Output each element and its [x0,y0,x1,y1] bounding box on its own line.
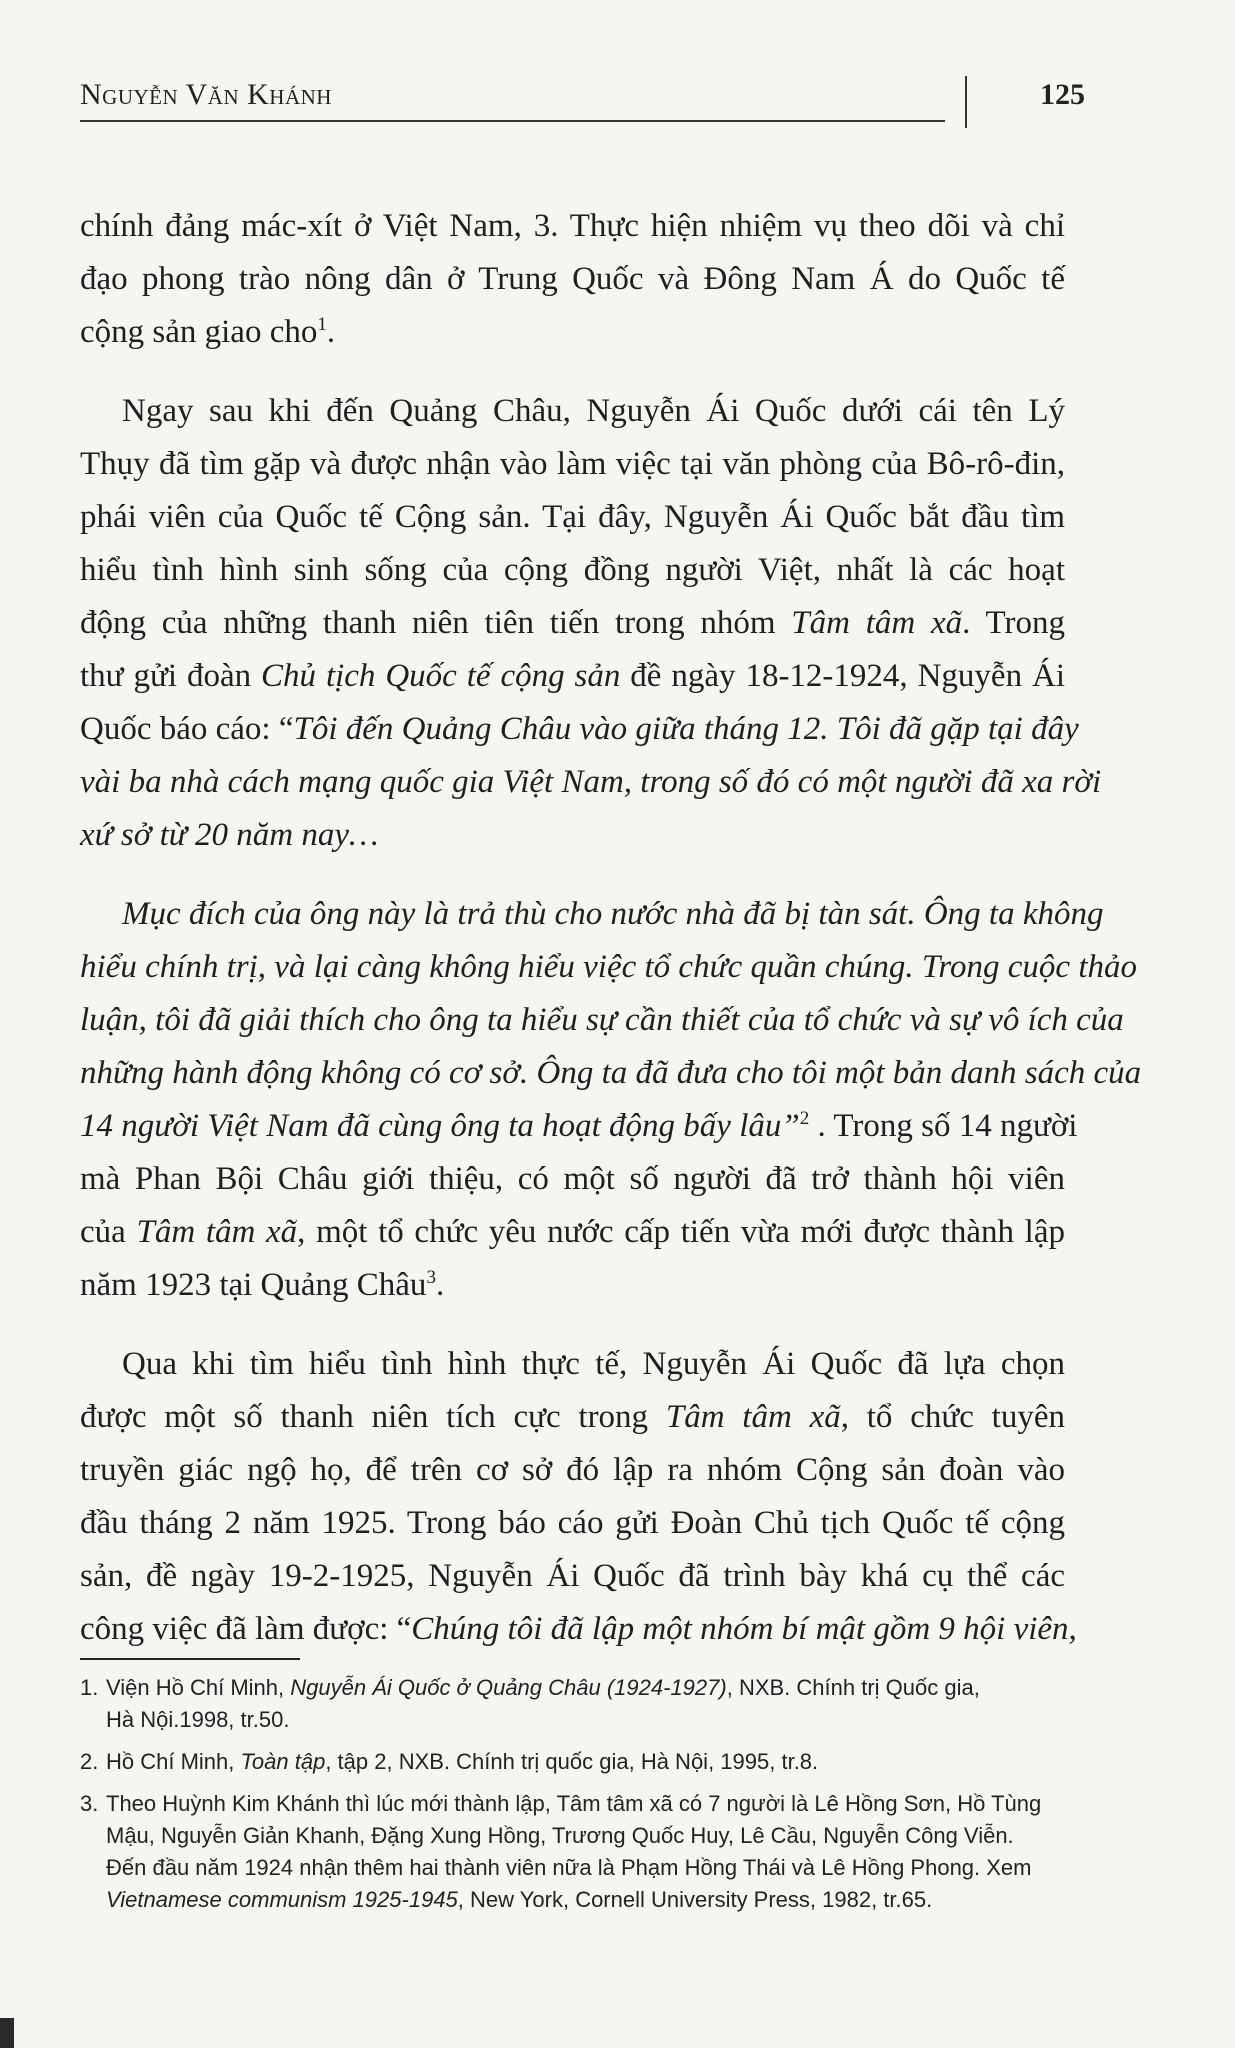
quotation-line: Mục đích của ông này là trả thù cho nước nhà đã bị tàn sát. Ông ta không [122,896,1104,932]
text-line: Qua khi tìm hiểu tình hình thực tế, Nguyễn Ái Quốc đã lựa chọn [122,1346,1065,1382]
text-line: của Tâm tâm xã, một tổ chức yêu nước cấp tiến vừa mới được thành lập [80,1214,1065,1250]
text-line: chính đảng mác-xít ở Việt Nam, 3. Thực hiện nhiệm vụ theo dõi và chỉ [80,208,1065,244]
header-rule [80,120,945,122]
quotation-line: xứ sở từ 20 năm nay… [80,817,379,853]
text-line: Ngay sau khi đến Quảng Châu, Nguyễn Ái Quốc dưới cái tên Lý [122,393,1065,429]
footnote-1: 1. Viện Hồ Chí Minh, Nguyễn Ái Quốc ở Quảng Châu (1924-1927), NXB. Chính trị Quốc gia, Hà Nội.1998, tr.50. [80,1672,1070,1736]
text-line: năm 1923 tại Quảng Châu$^3$. [80,1267,445,1303]
text-line: Quốc báo cáo: “Tôi đến Quảng Châu vào giữa tháng 12. Tôi đã gặp tại đây [80,711,1079,747]
quotation-line: hiểu chính trị, và lại càng không hiểu việc tổ chức quần chúng. Trong cuộc thảo [80,949,1137,985]
text-line: đạo phong trào nông dân ở Trung Quốc và Đông Nam Á do Quốc tế [80,261,1065,297]
footnote-ref: 1 [317,314,327,335]
footnote-ref: 3 [426,1267,436,1288]
footnote-3: 3. Theo Huỳnh Kim Khánh thì lúc mới thành lập, Tâm tâm xã có 7 người là Lê Hồng Sơn, Hồ Tùng Mậu, Nguyễn Giản Khanh, Đặng Xung Hồng, Trương Quốc Huy, Lê Cầu, Nguyễn Công Viễn. Đến đầu năm 1924 nhận thêm hai thành viên nữa là Phạm Hồng Thái và Lê Hồng Phong. Xem Vietnamese communism 1925-1945, New York, Cornell University Press, 1982, tr.65. [80,1788,1070,1916]
italic-term: Chủ tịch Quốc tế cộng sản [261,658,621,694]
header-divider [965,76,967,128]
running-header [80,78,1090,126]
text-line: truyền giác ngộ họ, để trên cơ sở đó lập ra nhóm Cộng sản đoàn vào [80,1452,1065,1488]
footnotes [80,1672,1070,1926]
quotation: Chúng tôi đã lập một nhóm bí mật gồm 9 hội viên, [411,1611,1077,1647]
quotation: Tôi đến Quảng Châu vào giữa tháng 12. Tôi đã gặp tại đây [293,711,1079,747]
quotation-line: luận, tôi đã giải thích cho ông ta hiểu sự cần thiết của tổ chức và sự vô ích của [80,1002,1124,1038]
text-line: cộng sản giao cho$^1$. [80,314,336,350]
text-line: đầu tháng 2 năm 1925. Trong báo cáo gửi Đoàn Chủ tịch Quốc tế cộng [80,1505,1065,1541]
body-text [80,200,1142,1656]
text-line: động của những thanh niên tiên tiến trong nhóm Tâm tâm xã. Trong [80,605,1066,641]
footnote-number: 2. [80,1749,99,1774]
italic-term: Tâm tâm xã [665,1399,841,1435]
quotation-line: những hành động không có cơ sở. Ông ta đã đưa cho tôi một bản danh sách của [80,1055,1142,1091]
page-number: 125 [1040,78,1085,111]
footnote-number: 1. [80,1675,99,1700]
text-line: sản, đề ngày 19-2-1925, Nguyễn Ái Quốc đã trình bày khá cụ thể các [80,1558,1065,1594]
text-line: thư gửi đoàn Chủ tịch Quốc tế cộng sản đề ngày 18-12-1924, Nguyễn Ái [80,658,1065,694]
footnote-number: 3. [80,1791,99,1816]
page-edge-mark [0,2018,14,2048]
text-line: Thụy đã tìm gặp và được nhận vào làm việc tại văn phòng của Bô-rô-đin, [80,446,1065,482]
text-line: phái viên của Quốc tế Cộng sản. Tại đây, Nguyễn Ái Quốc bắt đầu tìm [80,499,1065,535]
italic-term: Tâm tâm xã [791,605,963,641]
quotation-line: vài ba nhà cách mạng quốc gia Việt Nam, trong số đó có một người đã xa rời [80,764,1102,800]
text-line: hiểu tình hình sinh sống của cộng đồng người Việt, nhất là các hoạt [80,552,1065,588]
text-line: được một số thanh niên tích cực trong Tâm tâm xã, tổ chức tuyên [80,1399,1065,1435]
text-line: công việc đã làm được: “Chúng tôi đã lập một nhóm bí mật gồm 9 hội viên, [80,1611,1077,1647]
italic-term: Tâm tâm xã [136,1214,298,1250]
footnote-rule [80,1658,300,1660]
text-line: mà Phan Bội Châu giới thiệu, có một số người đã trở thành hội viên [80,1161,1065,1197]
text-line: 14 người Việt Nam đã cùng ông ta hoạt động bấy lâu”$^2$ . Trong số 14 người [80,1108,1078,1144]
footnote-ref: 2 [799,1108,810,1129]
footnote-2: 2. Hồ Chí Minh, Toàn tập, tập 2, NXB. Chính trị quốc gia, Hà Nội, 1995, tr.8. [80,1746,1070,1778]
running-header-author: Nguyễn Văn Khánh [80,78,332,111]
